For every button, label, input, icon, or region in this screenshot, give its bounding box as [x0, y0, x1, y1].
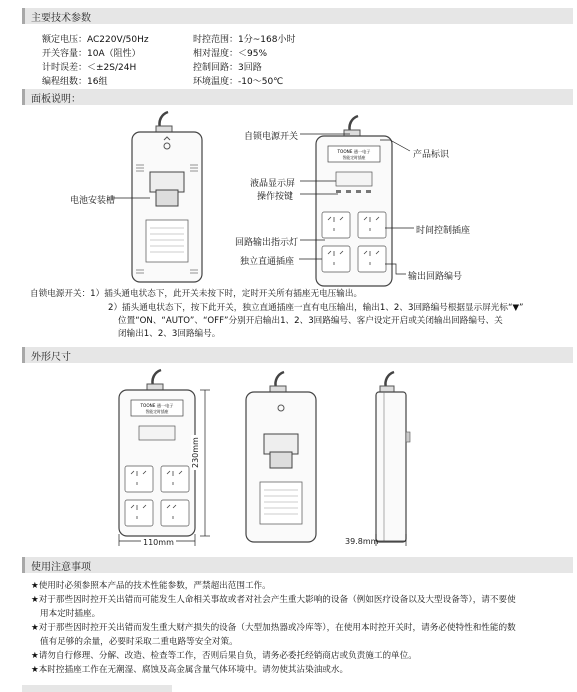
- dim-height: 230mm: [191, 437, 200, 468]
- label-time-socket: 时间控制插座: [416, 226, 471, 236]
- label-battery-slot: 电池安装槽: [70, 196, 116, 206]
- svg-text:智能定时插座: 智能定时插座: [145, 409, 169, 414]
- dim-depth: 39.8mm: [345, 537, 379, 546]
- section-title-size: 外形尺寸: [31, 352, 71, 363]
- section-header-notes: [22, 557, 573, 573]
- note-2-cont: 用本定时插座。: [40, 609, 101, 619]
- spec-rated-voltage: 额定电压：AC220V/50Hz: [42, 35, 149, 45]
- label-direct-socket: 独立直通插座: [240, 257, 295, 267]
- label-buttons: 操作按键: [257, 192, 294, 202]
- switch-desc-line1: 自锁电源开关：1）插头通电状态下，此开关未按下时，定时开关所有插座无电压输出。: [30, 289, 363, 299]
- dim-width: 110mm: [143, 538, 174, 547]
- spec-humidity: 相对湿度：＜95%: [193, 49, 268, 59]
- note-2: ★对于那些因时控开关出错而可能发生人命相关事故或者对社会产生重大影响的设备（例如医疗设备以及大型设备等），请不要使: [31, 595, 516, 605]
- switch-desc-line4: 闭输出1、2、3回路编号。: [118, 329, 221, 339]
- spec-ambient-temp: 环境温度：-10～50℃: [193, 77, 284, 87]
- note-1: ★使用时必须参照本产品的技术性能参数，严禁超出范围工作。: [31, 581, 271, 591]
- label-indicator: 回路输出指示灯: [235, 238, 299, 248]
- section-title-specs: 主要技术参数: [31, 13, 91, 24]
- note-4: ★请勿自行修理、分解、改造、检查等工作，否则后果自负，请务必委托经销商店或负责施工的单位。: [31, 651, 417, 661]
- label-power-switch: 自锁电源开关: [244, 132, 299, 142]
- label-product-logo: 产品标识: [413, 150, 450, 160]
- front-brand-text: TOONE 通一电子: [337, 149, 371, 154]
- svg-text:TOONE 通一电子: TOONE 通一电子: [140, 403, 174, 408]
- note-5: ★本时控插座工作在无潮湿、腐蚀及高金属含量气体环境中。请勿使其沾染油或水。: [31, 665, 349, 675]
- label-output-number: 输出回路编号: [408, 272, 463, 282]
- note-3: ★对于那些因时控开关出错而发生重大财产损失的设备（大型加热器或冷库等），在使用本时控开关时，请务必使特性和性能的数: [31, 623, 516, 633]
- note-3-cont: 值有足够的余量，必要时采取二重电路等安全对策。: [40, 637, 238, 647]
- switch-desc-line2: 2）插头通电状态下，按下此开关，独立直通插座一直有电压输出，输出1、2、3回路编号根据显示屏光标“▼”: [108, 303, 524, 313]
- spec-switch-capacity: 开关容量：10A（阻性）: [42, 49, 141, 59]
- spec-program-groups: 编程组数：16组: [42, 77, 108, 87]
- spec-timing-error: 计时误差：＜±2S/24H: [42, 63, 137, 73]
- switch-desc-line3: 位置“ON、“AUTO”、“OFF”分别开启输出1、2、3回路编号、客户设定开启或关闭输出回路编号、关: [118, 316, 503, 326]
- bottom-band: [22, 685, 172, 692]
- section-title-panel: 面板说明：: [31, 94, 81, 105]
- section-title-notes: 使用注意事项: [31, 562, 91, 573]
- spec-control-circuits: 控制回路：3回路: [193, 63, 262, 73]
- label-lcd: 液晶显示屏: [250, 179, 296, 189]
- spec-time-range: 时控范围：1分~168小时: [193, 35, 296, 45]
- front-subtitle-text: 智能定时插座: [342, 155, 366, 160]
